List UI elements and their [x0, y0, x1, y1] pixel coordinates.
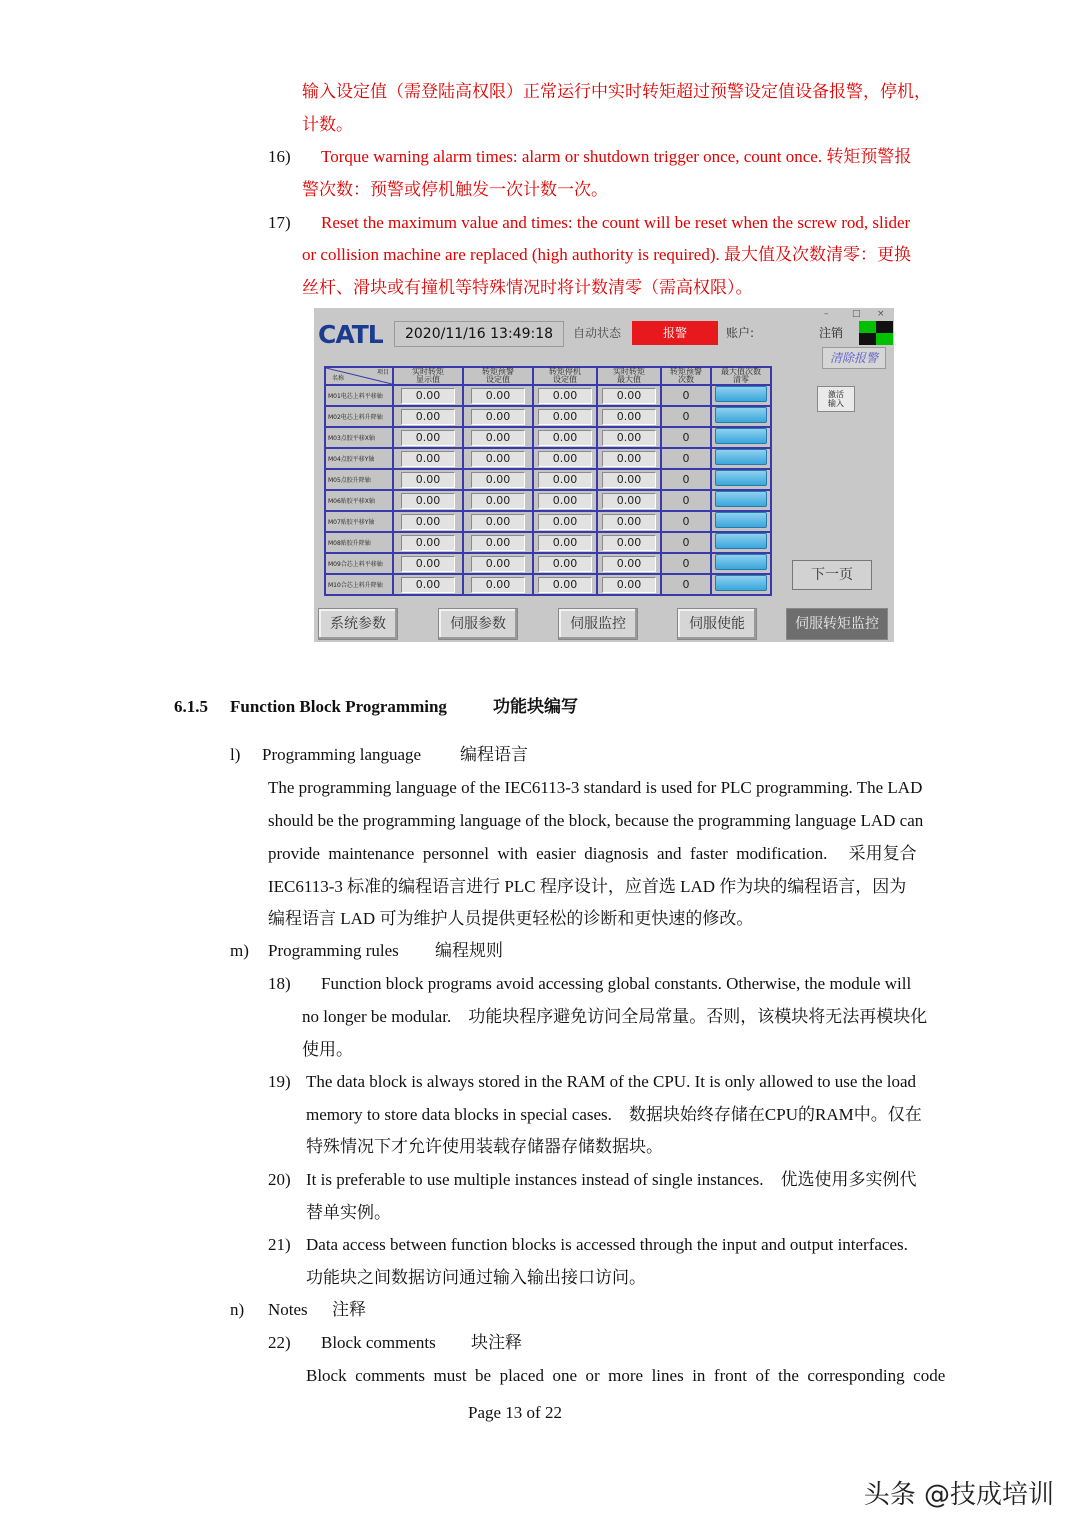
reset-max-count-button[interactable] — [715, 575, 767, 591]
value-cell — [597, 469, 661, 490]
value-field: 0.00 — [401, 556, 455, 572]
torque-table — [324, 366, 772, 596]
close-icon[interactable]: × — [877, 309, 885, 319]
section-title: Function Block Programming — [230, 697, 447, 716]
red-paragraph-line: 计数。 — [302, 115, 353, 134]
maximize-icon[interactable]: □ — [852, 309, 861, 319]
value-field[interactable]: 0.00 — [538, 493, 592, 509]
value-cell — [597, 448, 661, 469]
list-number: 22) — [268, 1333, 291, 1352]
reset-max-count-button[interactable] — [715, 512, 767, 528]
header-name-label: 名称 — [332, 375, 345, 382]
table-row — [325, 469, 771, 490]
header-name-cell — [325, 367, 393, 385]
value-cell — [597, 532, 661, 553]
account-label: 账户: — [726, 326, 755, 340]
warning-count-cell: 0 — [661, 574, 711, 595]
column-header: 转矩预警 设定值 — [463, 367, 533, 385]
paragraph-line: The programming language of the IEC6113-3 standard is used for PLC programming. The LAD — [268, 778, 923, 797]
page-footer: Page 13 of 22 — [468, 1403, 562, 1422]
value-cell — [597, 406, 661, 427]
axis-name-cell: M01电芯上料平移轴 — [325, 385, 393, 406]
value-field: 0.00 — [401, 577, 455, 593]
value-cell — [393, 385, 463, 406]
nav-servo-monitor-button[interactable]: 伺服监控 — [558, 608, 638, 640]
value-cell — [393, 532, 463, 553]
value-field[interactable]: 0.00 — [538, 430, 592, 446]
value-cell — [533, 553, 597, 574]
minimize-icon[interactable]: – — [824, 309, 829, 319]
value-field: 0.00 — [602, 409, 656, 425]
value-cell — [533, 574, 597, 595]
value-cell — [463, 448, 533, 469]
list-item-text: It is preferable to use multiple instances instead of single instances. 优选使用多实例代 — [306, 1170, 917, 1189]
warning-count-cell: 0 — [661, 553, 711, 574]
axis-name-cell: M05点胶升降轴 — [325, 469, 393, 490]
value-cell — [393, 427, 463, 448]
value-cell — [597, 511, 661, 532]
reset-cell — [711, 469, 771, 490]
reset-max-count-button[interactable] — [715, 554, 767, 570]
value-cell — [463, 574, 533, 595]
table-row — [325, 574, 771, 595]
value-field[interactable]: 0.00 — [471, 535, 525, 551]
value-cell — [393, 469, 463, 490]
value-field: 0.00 — [401, 493, 455, 509]
value-cell — [393, 553, 463, 574]
table-row — [325, 427, 771, 448]
warning-count-cell: 0 — [661, 385, 711, 406]
value-cell — [533, 406, 597, 427]
list-item-16-text: Torque warning alarm times: alarm or shutdown trigger once, count once. 转矩预警报 — [321, 147, 912, 166]
axis-name-cell: M10合芯上料升降轴 — [325, 574, 393, 595]
warning-count-cell: 0 — [661, 406, 711, 427]
value-cell — [463, 490, 533, 511]
list-marker: n) — [230, 1300, 245, 1319]
reset-max-count-button[interactable] — [715, 386, 767, 402]
nav-servo-params-button[interactable]: 伺服参数 — [438, 608, 518, 640]
list-item-text: The data block is always stored in the RAM of the CPU. It is only allowed to use the load — [306, 1072, 917, 1091]
axis-name-cell: M02电芯上料升降轴 — [325, 406, 393, 427]
paragraph-line: IEC6113-3 标准的编程语言进行 PLC 程序设计，应首选 LAD 作为块的编程语言，因为 — [268, 877, 907, 896]
reset-cell — [711, 553, 771, 574]
list-item-text: Block comments must be placed one or more lines in front of the corresponding code — [306, 1366, 946, 1385]
list-item-title-cn: 块注释 — [471, 1333, 522, 1352]
warning-count-cell: 0 — [661, 427, 711, 448]
header-item-label: 项目 — [376, 369, 389, 376]
list-item-17-text: Reset the maximum value and times: the count will be reset when the screw rod, slider — [321, 213, 911, 232]
value-field[interactable]: 0.00 — [471, 430, 525, 446]
value-field: 0.00 — [602, 493, 656, 509]
list-item-text: Data access between function blocks is accessed through the input and output interfaces. — [306, 1235, 908, 1254]
table-row — [325, 553, 771, 574]
list-item-text: 替单实例。 — [306, 1203, 391, 1222]
nav-system-params-button[interactable]: 系统参数 — [318, 608, 398, 640]
value-cell — [463, 427, 533, 448]
list-item-title: Block comments — [321, 1333, 436, 1352]
nav-servo-enable-button[interactable]: 伺服使能 — [677, 608, 757, 640]
value-cell — [393, 448, 463, 469]
axis-name-cell: M08贴胶升降轴 — [325, 532, 393, 553]
value-cell — [533, 448, 597, 469]
list-number: 18) — [268, 974, 291, 993]
value-cell — [393, 490, 463, 511]
list-item-17-cont: or collision machine are replaced (high authority is required). 最大值及次数清零：更换 — [302, 245, 912, 264]
hmi-screenshot — [314, 308, 894, 642]
reset-cell — [711, 532, 771, 553]
reset-max-count-button[interactable] — [715, 491, 767, 507]
clear-alarm-button[interactable]: 清除报警 — [822, 347, 886, 369]
table-row — [325, 448, 771, 469]
value-field: 0.00 — [602, 472, 656, 488]
value-field: 0.00 — [401, 409, 455, 425]
value-cell — [463, 553, 533, 574]
value-field[interactable]: 0.00 — [471, 472, 525, 488]
nav-servo-torque-monitor-button[interactable]: 伺服转矩监控 — [786, 608, 888, 640]
value-field: 0.00 — [401, 514, 455, 530]
value-field[interactable]: 0.00 — [471, 409, 525, 425]
axis-name-cell: M04点胶平移Y轴 — [325, 448, 393, 469]
value-field[interactable]: 0.00 — [538, 577, 592, 593]
subsection-title-cn: 编程规则 — [435, 941, 503, 960]
list-number: 17) — [268, 213, 291, 232]
value-field[interactable]: 0.00 — [538, 514, 592, 530]
value-field: 0.00 — [602, 430, 656, 446]
axis-name-cell: M07贴胶平移Y轴 — [325, 511, 393, 532]
next-page-button[interactable]: 下一页 — [792, 560, 872, 590]
list-marker: m) — [230, 941, 249, 960]
subsection-title: Notes — [268, 1300, 308, 1319]
value-field: 0.00 — [401, 430, 455, 446]
table-row — [325, 511, 771, 532]
reset-cell — [711, 511, 771, 532]
axis-name-cell: M03点胶平移X轴 — [325, 427, 393, 448]
value-cell — [393, 406, 463, 427]
activate-input-button[interactable]: 激活 输入 — [817, 386, 855, 412]
value-field[interactable]: 0.00 — [538, 388, 592, 404]
table-row — [325, 406, 771, 427]
warning-count-cell: 0 — [661, 490, 711, 511]
section-number: 6.1.5 — [174, 697, 208, 716]
value-field[interactable]: 0.00 — [471, 577, 525, 593]
value-cell — [463, 385, 533, 406]
reset-max-count-button[interactable] — [715, 449, 767, 465]
value-field: 0.00 — [401, 535, 455, 551]
value-field: 0.00 — [602, 388, 656, 404]
list-item-text: memory to store data blocks in special cases. 数据块始终存储在CPU的RAM中。仅在 — [306, 1105, 922, 1124]
value-field: 0.00 — [602, 451, 656, 467]
value-cell — [533, 511, 597, 532]
value-cell — [597, 427, 661, 448]
reset-max-count-button[interactable] — [715, 407, 767, 423]
list-marker: l) — [230, 745, 241, 764]
table-row — [325, 490, 771, 511]
value-cell — [597, 490, 661, 511]
reset-cell — [711, 385, 771, 406]
reset-cell — [711, 448, 771, 469]
subsection-title: Programming rules — [268, 941, 399, 960]
value-cell — [463, 511, 533, 532]
value-field[interactable]: 0.00 — [538, 451, 592, 467]
datetime-display: 2020/11/16 13:49:18 — [394, 321, 564, 347]
value-cell — [393, 511, 463, 532]
column-header: 实时转矩 显示值 — [393, 367, 463, 385]
reset-cell — [711, 490, 771, 511]
reset-max-count-button[interactable] — [715, 428, 767, 444]
warning-count-cell: 0 — [661, 532, 711, 553]
value-field: 0.00 — [401, 451, 455, 467]
value-field: 0.00 — [602, 514, 656, 530]
table-row — [325, 532, 771, 553]
value-field: 0.00 — [602, 535, 656, 551]
auto-state-label: 自动状态 — [572, 326, 621, 340]
value-field[interactable]: 0.00 — [538, 409, 592, 425]
value-cell — [463, 469, 533, 490]
reset-cell — [711, 574, 771, 595]
column-header: 最大值次数 清零 — [711, 367, 771, 385]
value-cell — [533, 490, 597, 511]
reset-max-count-button[interactable] — [715, 470, 767, 486]
value-field[interactable]: 0.00 — [471, 388, 525, 404]
value-field: 0.00 — [401, 472, 455, 488]
value-cell — [597, 553, 661, 574]
subsection-title-cn: 注释 — [332, 1300, 366, 1319]
paragraph-line: 编程语言 LAD 可为维护人员提供更轻松的诊断和更快速的修改。 — [268, 909, 754, 928]
warning-count-cell: 0 — [661, 448, 711, 469]
value-cell — [597, 385, 661, 406]
list-item-text: Function block programs avoid accessing global constants. Otherwise, the module will — [321, 974, 912, 993]
watermark: 头条 @技成培训 — [863, 1480, 1054, 1510]
list-item-text: no longer be modular. 功能块程序避免访问全局常量。否则，该模块将无法再模块化 — [302, 1007, 928, 1026]
list-item-text: 使用。 — [302, 1040, 353, 1059]
table-row — [325, 385, 771, 406]
value-cell — [597, 574, 661, 595]
value-field[interactable]: 0.00 — [538, 472, 592, 488]
value-field[interactable]: 0.00 — [538, 556, 592, 572]
value-field: 0.00 — [401, 388, 455, 404]
axis-name-cell: M06贴胶平移X轴 — [325, 490, 393, 511]
value-field[interactable]: 0.00 — [471, 556, 525, 572]
section-title-cn: 功能块编写 — [493, 697, 578, 716]
list-item-17-cont: 丝杆、滑块或有撞机等特殊情况时将计数清零（需高权限）。 — [302, 278, 753, 297]
value-field: 0.00 — [602, 556, 656, 572]
subsection-title-cn: 编程语言 — [460, 745, 528, 764]
list-number: 19) — [268, 1072, 291, 1091]
list-item-16-cont: 警次数：预警或停机触发一次计数一次。 — [302, 180, 608, 199]
list-number: 21) — [268, 1235, 291, 1254]
value-field[interactable]: 0.00 — [471, 514, 525, 530]
value-field[interactable]: 0.00 — [471, 451, 525, 467]
alarm-status: 报警 — [632, 321, 718, 345]
subsection-title: Programming language — [262, 745, 422, 764]
list-number: 16) — [268, 147, 291, 166]
column-header: 转矩停机 设定值 — [533, 367, 597, 385]
list-item-text: 功能块之间数据访问通过输入输出接口访问。 — [306, 1268, 646, 1287]
value-field[interactable]: 0.00 — [538, 535, 592, 551]
value-cell — [463, 532, 533, 553]
reset-cell — [711, 427, 771, 448]
value-field[interactable]: 0.00 — [471, 493, 525, 509]
value-cell — [393, 574, 463, 595]
red-paragraph-line: 输入设定值（需登陆高权限）正常运行中实时转矩超过预警设定值设备报警，停机， — [302, 82, 931, 101]
list-number: 20) — [268, 1170, 291, 1189]
axis-name-cell: M09合芯上料平移轴 — [325, 553, 393, 574]
column-header: 实时转矩 最大值 — [597, 367, 661, 385]
value-cell — [533, 532, 597, 553]
paragraph-line: should be the programming language of the block, because the programming language LAD can — [268, 811, 924, 830]
catl-logo: CATL — [318, 320, 383, 349]
value-field: 0.00 — [602, 577, 656, 593]
value-cell — [533, 469, 597, 490]
warning-count-cell: 0 — [661, 511, 711, 532]
status-indicator-icon — [859, 321, 893, 345]
reset-cell — [711, 406, 771, 427]
warning-count-cell: 0 — [661, 469, 711, 490]
value-cell — [463, 406, 533, 427]
value-cell — [533, 427, 597, 448]
column-header: 转矩预警 次数 — [661, 367, 711, 385]
logout-button[interactable]: 注销 — [819, 326, 844, 340]
reset-max-count-button[interactable] — [715, 533, 767, 549]
list-item-text: 特殊情况下才允许使用装载存储器存储数据块。 — [306, 1137, 663, 1156]
value-cell — [533, 385, 597, 406]
paragraph-line: provide maintenance personnel with easier diagnosis and faster modification. 采用复合 — [268, 844, 917, 863]
